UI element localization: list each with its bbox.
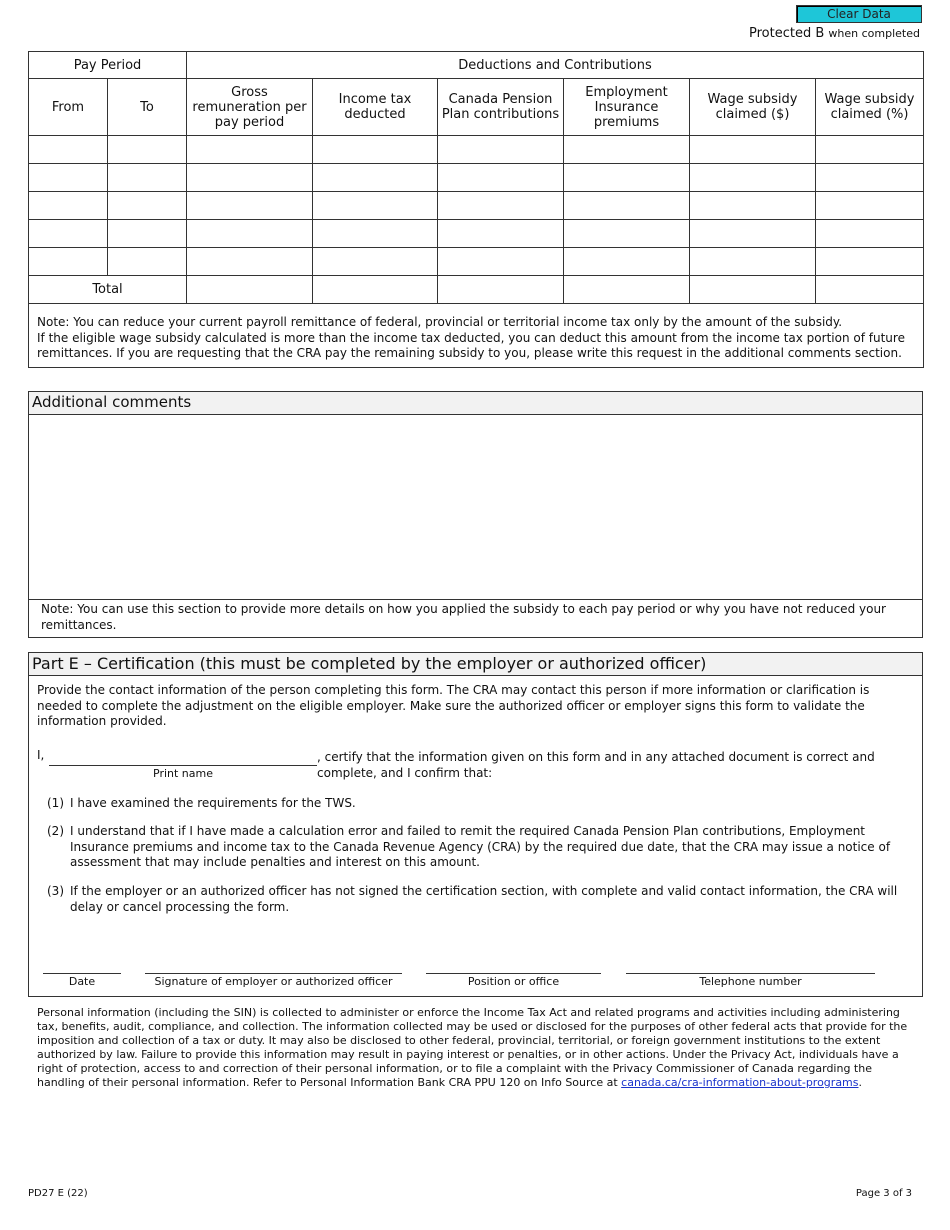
- item-text: I have examined the requirements for the TWS.: [70, 796, 356, 810]
- print-name-label: Print name: [153, 767, 213, 780]
- cpp-field[interactable]: [438, 136, 564, 164]
- date-field[interactable]: [43, 955, 121, 973]
- clear-data-button[interactable]: Clear Data: [796, 5, 922, 23]
- from-field[interactable]: [29, 248, 108, 276]
- signature-field[interactable]: [145, 955, 402, 973]
- gross-field[interactable]: [187, 220, 313, 248]
- position-label: Position or office: [467, 975, 560, 988]
- table-row: [29, 220, 924, 248]
- subsidy-percent-field[interactable]: [816, 192, 924, 220]
- ei-field[interactable]: [564, 192, 690, 220]
- additional-comments-section: [28, 391, 923, 638]
- item-text: I understand that if I have made a calculation error and failed to remit the required Canada Pension Plan contributions, Employment Insurance premiums and income tax to the Canada Revenue Agency (CRA) by the required due date, that the CRA may issue a notice of assessment that may include penalties and interest on this amount.: [70, 824, 891, 869]
- form-code: PD27 E (22): [28, 1188, 88, 1199]
- protected-b-label: [749, 26, 920, 41]
- privacy-statement: [37, 1006, 917, 1090]
- table-row: [29, 192, 924, 220]
- protected-suffix: when completed: [828, 27, 920, 40]
- col-income-tax: Income tax deducted: [313, 79, 438, 136]
- total-label: Total: [29, 276, 187, 304]
- to-field[interactable]: [108, 164, 187, 192]
- from-field[interactable]: [29, 220, 108, 248]
- col-cpp: Canada Pension Plan contributions: [438, 79, 564, 136]
- i-label: I,: [37, 748, 45, 762]
- income-tax-field[interactable]: [313, 136, 438, 164]
- comments-note: [29, 600, 922, 633]
- protected-label: Protected B: [749, 26, 825, 41]
- telephone-line: [626, 973, 875, 974]
- comments-note-text: You can use this section to provide more details on how you applied the subsidy to each pay period or why you have not reduced your remittances.: [41, 602, 886, 632]
- item-text: If the employer or an authorized officer has not signed the certification section, with complete and valid contact information, the CRA will delay or cancel processing the form.: [70, 884, 898, 914]
- date-label: Date: [68, 975, 96, 988]
- ei-field[interactable]: [564, 164, 690, 192]
- income-tax-field[interactable]: [313, 220, 438, 248]
- page-number: Page 3 of 3: [855, 1188, 912, 1199]
- item-number: (1): [47, 796, 64, 810]
- signature-label: Signature of employer or authorized officer: [154, 975, 393, 988]
- table-row: [29, 248, 924, 276]
- certify-text: , certify that the information given on this form and in any attached document is correct and complete, and I confirm that:: [317, 750, 875, 780]
- cpp-field[interactable]: [438, 164, 564, 192]
- total-subsidy-dollar-field[interactable]: [690, 276, 816, 304]
- deductions-header: Deductions and Contributions: [187, 52, 924, 79]
- subsidy-percent-field[interactable]: [816, 220, 924, 248]
- subsidy-dollar-field[interactable]: [690, 164, 816, 192]
- cpp-field[interactable]: [438, 192, 564, 220]
- confirm-item-3: [47, 884, 907, 915]
- part-e-section: [28, 652, 923, 997]
- additional-comments-heading: Additional comments: [29, 392, 922, 415]
- gross-field[interactable]: [187, 164, 313, 192]
- subsidy-dollar-field[interactable]: [690, 136, 816, 164]
- pay-period-header: Pay Period: [29, 52, 187, 79]
- signature-line: [145, 973, 402, 974]
- part-e-intro: Provide the contact information of the person completing this form. The CRA may contact this person if more information or clarification is needed to complete the adjustment on the eligible employer. Make sure the authorized officer or employer signs this form to validate the information provided.: [37, 683, 870, 728]
- item-number: (2): [47, 824, 64, 838]
- gross-field[interactable]: [187, 192, 313, 220]
- ei-field[interactable]: [564, 220, 690, 248]
- col-subsidy-dollar: Wage subsidy claimed ($): [690, 79, 816, 136]
- subsidy-dollar-field[interactable]: [690, 220, 816, 248]
- table-row: [29, 136, 924, 164]
- confirm-item-1: [47, 796, 907, 812]
- col-ei: Employment Insurance premiums: [564, 79, 690, 136]
- from-field[interactable]: [29, 192, 108, 220]
- col-subsidy-percent: Wage subsidy claimed (%): [816, 79, 924, 136]
- date-line: [43, 973, 121, 974]
- ei-field[interactable]: [564, 248, 690, 276]
- print-name-field[interactable]: [49, 746, 317, 764]
- privacy-text: Personal information (including the SIN) is collected to administer or enforce the Income Tax Act and related programs and activities including administering tax, benefits, audit, compliance, and collection. The information collected may be used or disclosed for the purposes of other federal acts that provide for the imposition and collection of a tax or duty. It may also be disclosed to other federal, provincial, territorial, or foreign government institutions to the extent authorized by law. Failure to provide this information may result in paying interest or penalties, or in other actions. Under the Privacy Act, individuals have a right of protection, access to and correction of their personal information, or to file a complaint with the Privacy Commissioner of Canada regarding the handling of their personal information. Refer to Personal Information Bank CRA PPU 120 on Info Source at: [37, 1006, 908, 1089]
- subsidy-percent-field[interactable]: [816, 248, 924, 276]
- col-gross: Gross remuneration per pay period: [187, 79, 313, 136]
- gross-field[interactable]: [187, 136, 313, 164]
- total-cpp-field[interactable]: [438, 276, 564, 304]
- position-line: [426, 973, 601, 974]
- ei-field[interactable]: [564, 136, 690, 164]
- from-field[interactable]: [29, 164, 108, 192]
- to-field[interactable]: [108, 248, 187, 276]
- income-tax-field[interactable]: [313, 164, 438, 192]
- cra-programs-link[interactable]: canada.ca/cra-information-about-programs: [621, 1076, 859, 1089]
- cpp-field[interactable]: [438, 220, 564, 248]
- income-tax-field[interactable]: [313, 192, 438, 220]
- col-to: To: [108, 79, 187, 136]
- telephone-field[interactable]: [626, 955, 875, 973]
- print-name-line: [49, 765, 317, 766]
- total-income-tax-field[interactable]: [313, 276, 438, 304]
- privacy-end: .: [858, 1076, 862, 1089]
- total-gross-field[interactable]: [187, 276, 313, 304]
- pay-period-table: [28, 51, 923, 368]
- from-field[interactable]: [29, 136, 108, 164]
- table-row: [29, 164, 924, 192]
- total-ei-field[interactable]: [564, 276, 690, 304]
- note-line-1: You can reduce your current payroll remittance of federal, provincial or territorial income tax only by the amount of the subsidy.: [73, 315, 843, 329]
- cpp-field[interactable]: [438, 248, 564, 276]
- col-from: From: [29, 79, 108, 136]
- additional-comments-input[interactable]: [29, 415, 922, 600]
- subsidy-percent-field[interactable]: [816, 164, 924, 192]
- telephone-label: Telephone number: [699, 975, 802, 988]
- to-field[interactable]: [108, 192, 187, 220]
- to-field[interactable]: [108, 136, 187, 164]
- gross-field[interactable]: [187, 248, 313, 276]
- income-tax-field[interactable]: [313, 248, 438, 276]
- note-prefix: Note:: [37, 315, 70, 329]
- total-subsidy-percent-field[interactable]: [816, 276, 924, 304]
- subsidy-percent-field[interactable]: [816, 136, 924, 164]
- to-field[interactable]: [108, 220, 187, 248]
- subsidy-dollar-field[interactable]: [690, 248, 816, 276]
- note-line-2: If the eligible wage subsidy calculated is more than the income tax deducted, you can deduct this amount from the income tax portion of future remittances. If you are requesting that the CRA pay the remaining subsidy to you, please write this request in the additional comments section.: [37, 330, 905, 360]
- comments-note-prefix: Note:: [41, 602, 74, 616]
- position-field[interactable]: [426, 955, 601, 973]
- subsidy-dollar-field[interactable]: [690, 192, 816, 220]
- confirm-item-2: [47, 824, 907, 871]
- part-e-heading: Part E – Certification (this must be completed by the employer or authorized officer): [29, 653, 922, 676]
- item-number: (3): [47, 884, 64, 898]
- pay-table-note: [29, 304, 924, 368]
